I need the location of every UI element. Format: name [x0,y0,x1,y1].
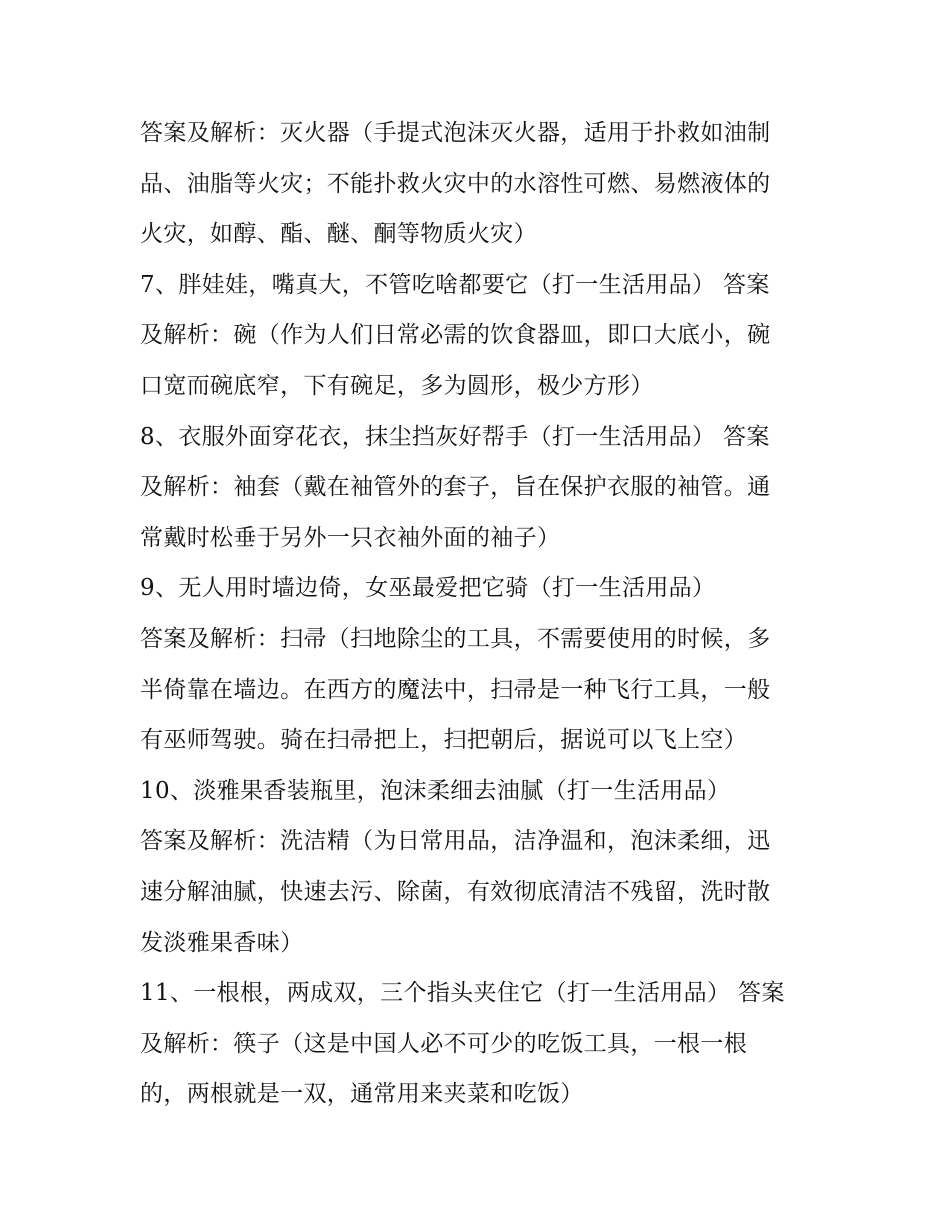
riddle-9-line: 9、无人用时墙边倚，女巫最爱把它骑（打一生活用品） [140,575,716,602]
text-line: 答案及解析：洗洁精（为日常用品，洁净温和，泡沫柔细，迅 [140,828,771,855]
text-line: 半倚靠在墙边。在西方的魔法中，扫帚是一种飞行工具，一般 [140,676,771,703]
text-line: 答案及解析：灭火器（手提式泡沫灭火器，适用于扑救如油制 [140,120,771,146]
text-line: 口宽而碗底窄，下有碗足，多为圆形，极少方形） [140,372,654,399]
text-line: 品、油脂等火灾；不能扑救火灾中的水溶性可燃、易燃液体的 [140,170,771,197]
text-line: 火灾，如醇、酯、醚、酮等物质火灾） [140,221,537,248]
text-line: 及解析：袖套（戴在袖管外的套子，旨在保护衣服的袖管。通 [140,474,771,501]
riddle-10-line: 10、淡雅果香装瓶里，泡沫柔细去油腻（打一生活用品） [140,777,731,804]
text-line: 的，两根就是一双，通常用来夹菜和吃饭） [140,1081,584,1108]
text-line: 发淡雅果香味） [140,929,304,956]
document-page [140,108,820,1120]
riddle-11-line: 11、一根根，两成双，三个指头夹住它（打一生活用品） 答案 [140,980,785,1007]
text-line: 及解析：碗（作为人们日常必需的饮食器皿，即口大底小，碗 [140,322,771,349]
text-line: 常戴时松垂于另外一只衣袖外面的袖子） [140,524,561,551]
text-line: 有巫师驾驶。骑在扫帚把上，扫把朝后，据说可以飞上空） [140,727,748,754]
text-line: 速分解油腻，快速去污、除菌，有效彻底清洁不残留，洗时散 [140,878,771,905]
text-line: 及解析：筷子（这是中国人必不可少的吃饭工具，一根一根 [140,1030,748,1057]
text-line: 答案及解析：扫帚（扫地除尘的工具，不需要使用的时候，多 [140,625,771,652]
riddle-7-line: 7、胖娃娃，嘴真大，不管吃啥都要它（打一生活用品） 答案 [140,271,770,298]
riddle-8-line: 8、衣服外面穿花衣，抹尘挡灰好帮手（打一生活用品） 答案 [140,423,770,450]
